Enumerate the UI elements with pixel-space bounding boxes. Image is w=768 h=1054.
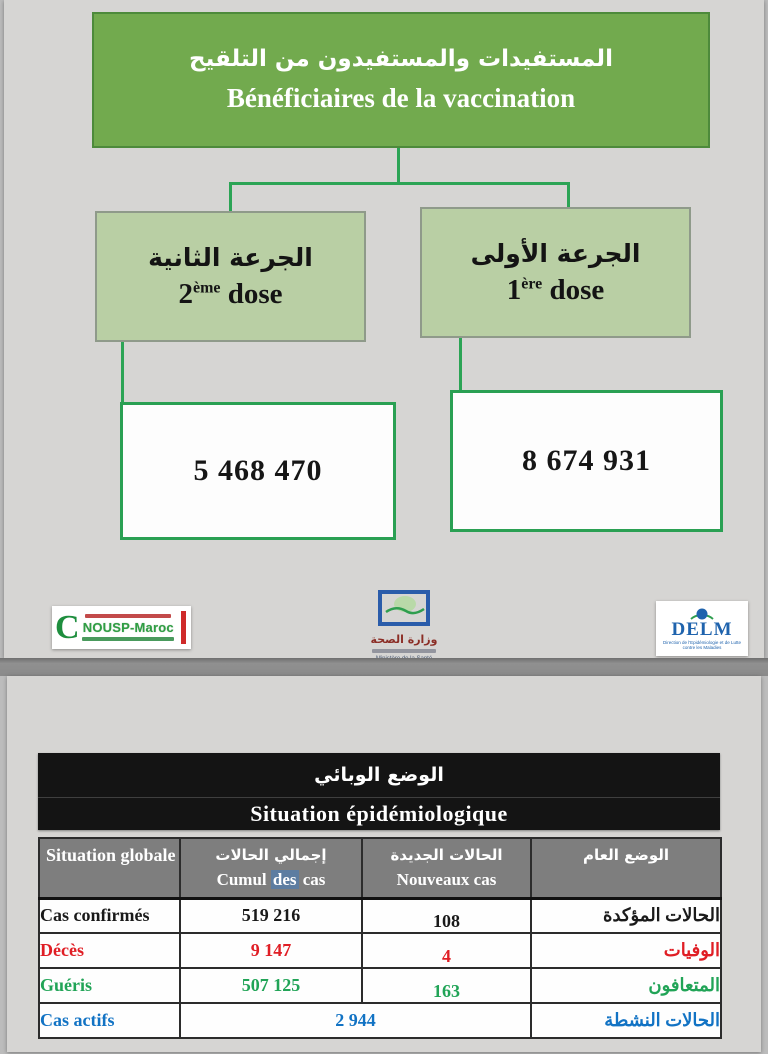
delm-logo-text: DELM	[671, 618, 733, 640]
row-label-arabic: الحالات المؤكدة	[531, 898, 721, 933]
connector-line	[229, 182, 570, 185]
epi-title-french: Situation épidémiologique	[250, 801, 508, 826]
connector-line	[397, 148, 400, 184]
row-label: Décès	[39, 933, 180, 968]
dose2-box	[95, 211, 366, 342]
dose2-value-box: 5 468 470	[120, 402, 396, 540]
dose2-label-french: 2ème dose	[178, 278, 283, 311]
vaccination-title-arabic: المستفيدات والمستفيدون من التلقيح	[189, 45, 613, 72]
connector-line	[229, 182, 232, 212]
dose1-value-box: 8 674 931	[450, 390, 723, 532]
header-situation-globale: Situation globale	[39, 838, 180, 898]
row-total: 507 125	[180, 968, 362, 1003]
vaccination-title-french: Bénéficiaires de la vaccination	[226, 82, 576, 113]
epi-table	[38, 837, 722, 1039]
row-new: 4	[362, 933, 531, 968]
dose1-box	[420, 207, 691, 338]
header-situation-generale: الوضع العام	[531, 838, 721, 898]
row-label: Cas confirmés	[39, 898, 180, 933]
nousp-top-text-line	[85, 614, 171, 618]
connector-line	[567, 182, 570, 208]
row-gueris	[39, 968, 721, 1003]
row-new: 163	[362, 968, 531, 1003]
row-total: 2 944	[180, 1003, 531, 1038]
row-label: Cas actifs	[39, 1003, 180, 1038]
row-new: 108	[362, 898, 531, 933]
vaccination-title-box	[92, 12, 710, 148]
ministry-name-arabic: وزارة الصحة	[370, 633, 438, 646]
row-label-arabic: الوفيات	[531, 933, 721, 968]
dose1-label-arabic: الجرعة الأولى	[470, 238, 641, 268]
nousp-c-icon: C	[55, 608, 80, 646]
row-deces	[39, 933, 721, 968]
highlighted-word: des	[272, 870, 297, 889]
delm-logo	[656, 601, 748, 656]
nousp-logo-text: NOUSP-Maroc	[82, 620, 174, 635]
ministry-tifinagh-line	[372, 649, 436, 653]
vaccination-panel	[4, 0, 764, 658]
row-cas-confirmes	[39, 898, 721, 933]
connector-line	[459, 337, 462, 392]
epi-title-arabic: الوضع الوبائي	[38, 753, 720, 798]
header-nouveaux-cas: الحالات الجديدة Nouveaux cas	[362, 838, 531, 898]
nousp-red-bar	[181, 611, 186, 644]
epi-table-header-row	[39, 838, 721, 898]
row-label-arabic: الحالات النشطة	[531, 1003, 721, 1038]
ministry-of-health-logo	[349, 590, 459, 662]
row-label: Guéris	[39, 968, 180, 1003]
connector-line	[121, 340, 124, 404]
nousp-maroc-logo	[52, 606, 191, 649]
row-label-arabic: المتعافون	[531, 968, 721, 1003]
panel-separator	[0, 658, 768, 676]
delm-subtitle: Direction de l'Epidémiologie et de Lutte contre les Maladies	[663, 639, 741, 650]
header-cumul-cas: إجمالي الحالات Cumul des cas	[180, 838, 362, 898]
row-cas-actifs	[39, 1003, 721, 1038]
dose2-label-arabic: الجرعة الثانية	[148, 242, 313, 272]
row-total: 9 147	[180, 933, 362, 968]
ministry-emblem-icon	[378, 590, 430, 626]
epi-title-bar	[38, 753, 720, 830]
row-total: 519 216	[180, 898, 362, 933]
nousp-bottom-text-line	[82, 637, 174, 641]
dose1-label-french: 1ère dose	[506, 274, 605, 307]
